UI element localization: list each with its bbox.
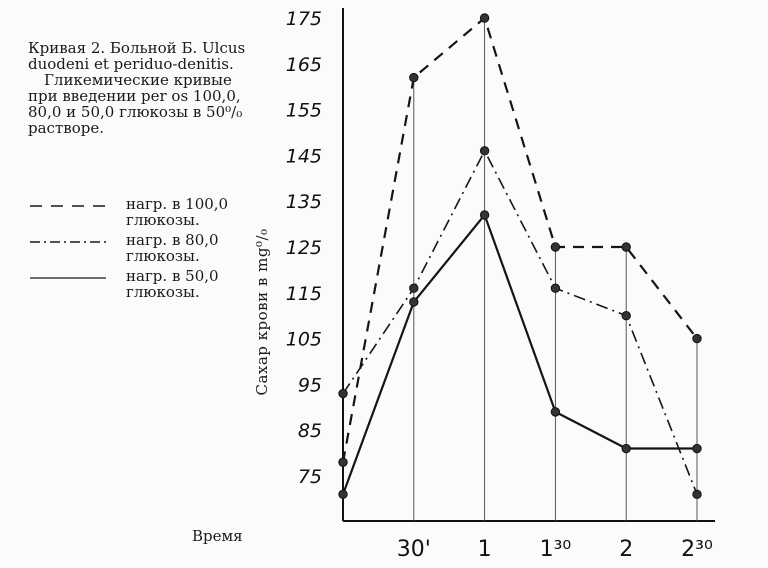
y-tick-label: 125 — [285, 237, 322, 259]
series-line-100 — [343, 18, 697, 462]
series-1-point — [410, 284, 418, 292]
legend-label-100: нагр. в 100,0 глюкозы. — [126, 195, 229, 229]
y-tick-label: 85 — [297, 420, 322, 443]
y-tick-label: 145 — [285, 145, 322, 168]
x-tick-label: 1 — [477, 537, 492, 562]
x-tick-label: 1³⁰ — [539, 537, 572, 562]
x-tick-label: 2 — [619, 537, 634, 562]
series-2-point — [622, 444, 630, 452]
caption-description: Гликемические кривые при введении per os 100,0, 80,0 и 50,0 глюкозы в 50⁰/₀ растворе. — [28, 71, 243, 137]
series-0-point — [480, 14, 488, 22]
x-tick-label: 2³⁰ — [681, 537, 713, 562]
y-tick-label: 115 — [285, 282, 322, 305]
x-tick-label: 30' — [396, 537, 431, 562]
series-1-point — [480, 147, 488, 155]
series-2-point — [551, 408, 559, 416]
series-0-point — [693, 334, 701, 342]
series-0-point — [622, 243, 630, 251]
series-1-point — [622, 312, 630, 320]
series-0-point — [410, 73, 418, 81]
series-line-50 — [343, 215, 697, 494]
series-2-point — [339, 490, 347, 498]
series-line-80 — [343, 151, 697, 495]
legend-label-50: нагр. в 50,0 глюкозы. — [126, 267, 219, 301]
y-tick-label: 155 — [285, 99, 322, 122]
y-axis-label: Сахар крови в mg⁰/₀ — [253, 228, 271, 396]
caption-title: Кривая 2. Больной Б. Ulcus duodeni et periduo-denitis. — [28, 39, 246, 73]
y-tick-label: 105 — [285, 328, 322, 351]
x-axis-label: Время — [192, 527, 243, 545]
series-1-point — [339, 389, 347, 397]
y-tick-label: 75 — [297, 466, 322, 488]
series-1-point — [551, 284, 559, 292]
y-tick-label: 165 — [285, 53, 322, 76]
y-tick-label: 95 — [297, 374, 322, 397]
y-tick-label: 135 — [285, 191, 322, 214]
series-0-point — [551, 243, 559, 251]
series-2-point — [410, 298, 418, 306]
series-1-point — [693, 490, 701, 498]
y-tick-label: 175 — [285, 8, 322, 30]
series-0-point — [339, 458, 347, 466]
series-2-point — [480, 211, 488, 219]
series-2-point — [693, 444, 701, 452]
legend-label-80: нагр. в 80,0 глюкозы. — [126, 231, 219, 265]
